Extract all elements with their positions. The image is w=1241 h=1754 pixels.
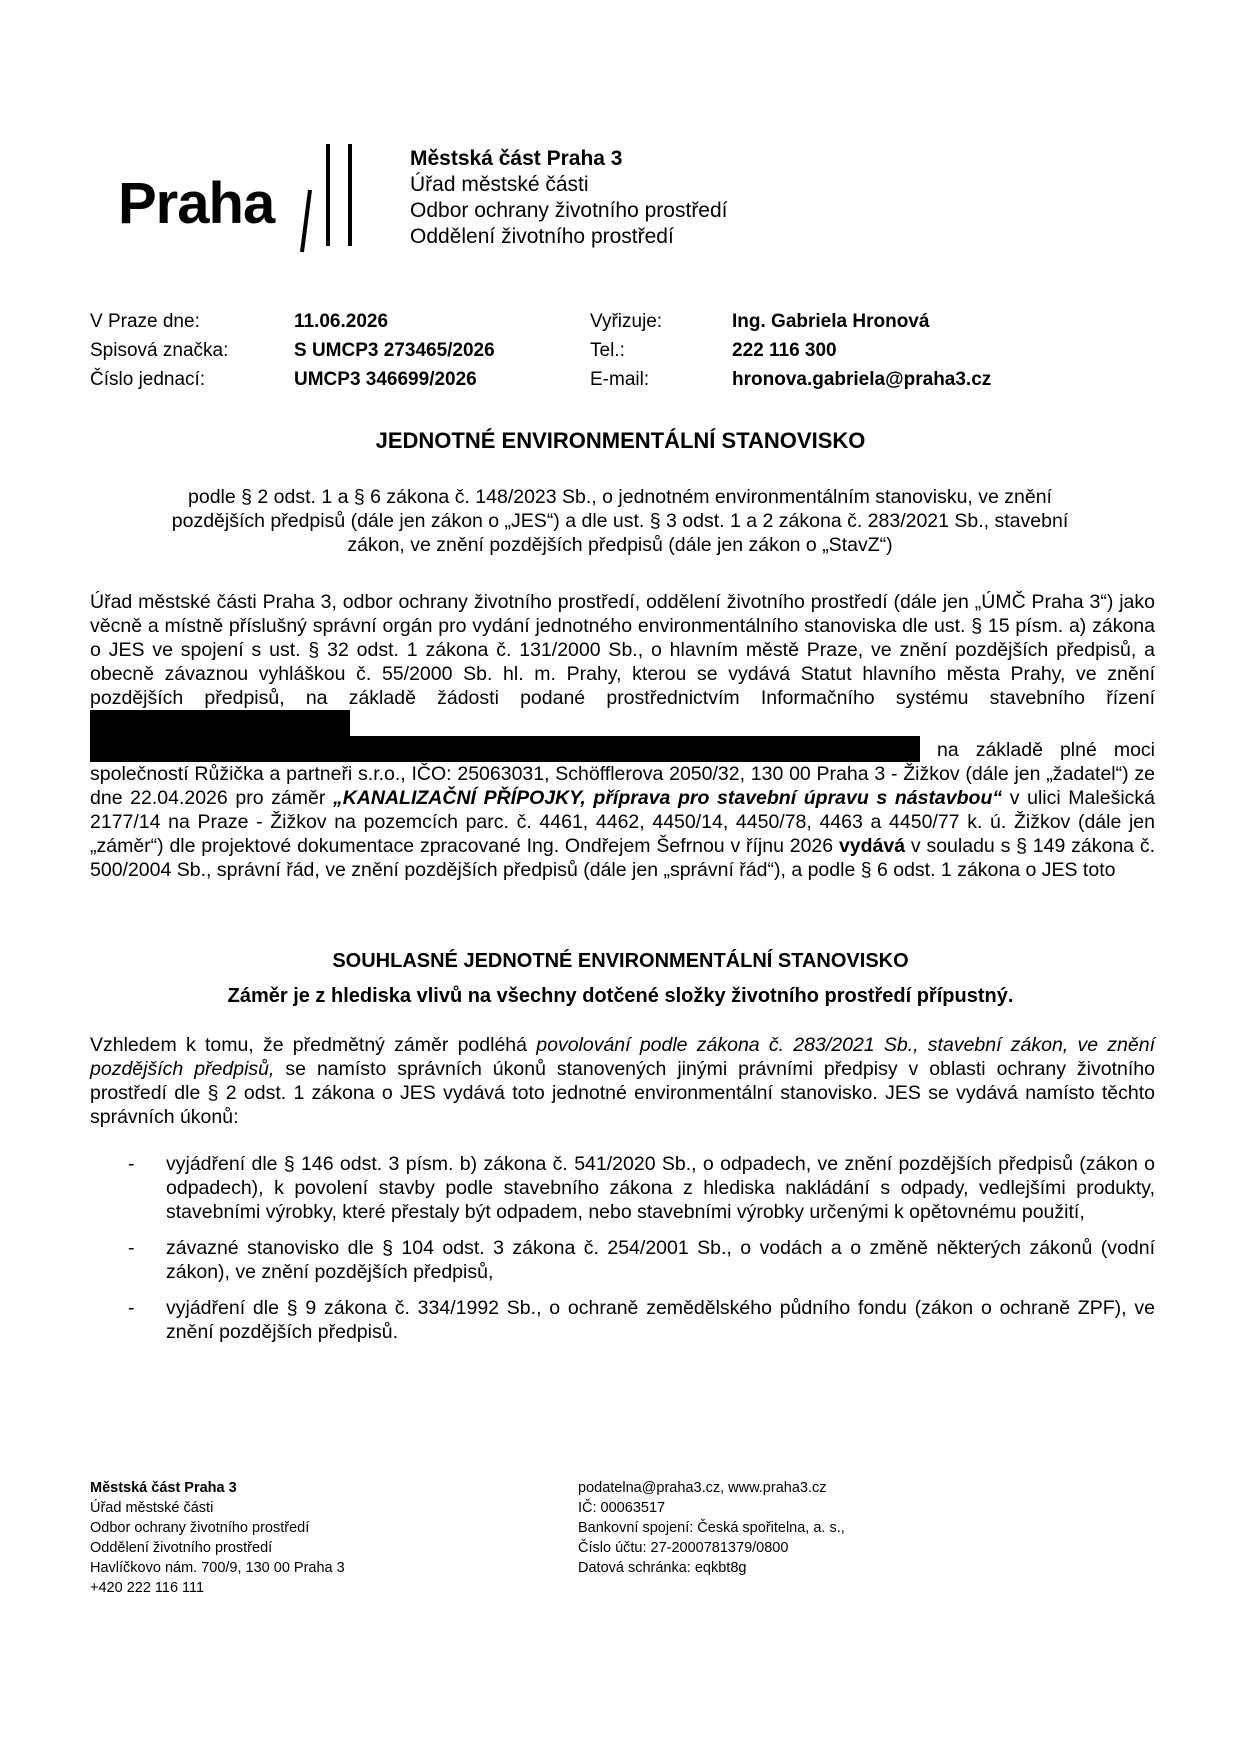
org-name-block — [410, 146, 728, 250]
footer-line: Úřad městské části — [90, 1500, 214, 1516]
footer-line: Havlíčkovo nám. 700/9, 130 00 Praha 3 — [90, 1560, 345, 1576]
list-dash: - — [128, 1237, 135, 1259]
issues-word: vydává — [838, 835, 906, 857]
list-item-text: vyjádření dle § 146 odst. 3 písm. b) zákona č. 541/2020 Sb., o odpadech, ve znění pozdějších předpisů (zákon o odpadech), k povolení stavby podle stavebního zákona z hlediska nakládání s odpady, vedlejšími produkty, stavebními výrobky, které přestaly být odpadem, nebo stavebními výrobky určenými k opětovnému použití, — [166, 1153, 1155, 1223]
list-item — [90, 1236, 1155, 1284]
reason-paragraph — [90, 1033, 1155, 1129]
org-line: Městská část Praha 3 — [410, 147, 623, 170]
decision-title: SOUHLASNÉ JEDNOTNÉ ENVIRONMENTÁLNÍ STANOVISKO — [332, 950, 909, 972]
list-item — [90, 1296, 1155, 1344]
file-mark-label: Spisová značka: — [90, 340, 229, 361]
handler-value: Ing. Gabriela Hronová — [732, 311, 930, 332]
email-label: E-mail: — [590, 369, 650, 390]
footer-line: podatelna@praha3.cz, www.praha3.cz — [578, 1480, 827, 1496]
list-item — [90, 1152, 1155, 1224]
intro-text-2: na základě plné moci společností Růžička a partneři s.r.o., IČO: 25063031, Schöfflerova 2050/32, 130 00 Praha 3 - Žižkov (dále jen „žadatel“) ze dne 22.04.2026 pro záměr — [90, 739, 1155, 809]
acts-list — [90, 1152, 1155, 1356]
phone-value: 222 116 300 — [732, 340, 837, 361]
footer-line: Bankovní spojení: Česká spořitelna, a. s., — [578, 1520, 845, 1536]
redaction-bar — [90, 710, 350, 736]
reference-number-label: Číslo jednací: — [90, 369, 206, 390]
footer-address — [90, 1478, 345, 1598]
meta-left-labels — [90, 307, 228, 394]
footer-line: Číslo účtu: 27-2000781379/0800 — [578, 1540, 789, 1556]
footer-line: IČ: 00063517 — [578, 1500, 666, 1516]
praha-logo-bars-icon — [290, 142, 360, 254]
intro-paragraph — [90, 590, 1155, 882]
reason-italic: povolování podle zákona č. 283/2021 Sb., stavební zákon, ve znění pozdějších předpisů, — [90, 1034, 1156, 1080]
reason-text-2: se namísto správních úkonů stanovených jinými právními předpisy v oblasti ochrany životního prostředí dle § 2 odst. 1 zákona o JES vydává toto jednotné environmentální stanovisko. JES se vydává namísto těchto správních úkonů: — [90, 1058, 1155, 1128]
file-mark-value: S UMCP3 273465/2026 — [294, 340, 495, 361]
org-line: Oddělení životního prostředí — [410, 225, 674, 248]
intro-text-1: Úřad městské části Praha 3, odbor ochrany životního prostředí, oddělení životního prostředí (dále jen „ÚMČ Praha 3“) jako věcně a místně příslušný správní orgán pro vydání jednotného environmentálního stanoviska dle ust. § 15 písm. a) zákona o JES ve spojení s ust. § 32 odst. 1 zákona č. 131/2000 Sb., o hlavním městě Praze, ve znění pozdějších předpisů, a obecně závaznou vyhláškou č. 55/2000 Sb. hl. m. Prahy, kterou se vydává Statut hlavního města Prahy, ve znění pozdějších předpisů, na základě žádosti podané prostřednictvím Informačního systému stavebního řízení — [90, 591, 1155, 709]
meta-right-values — [732, 307, 991, 394]
meta-left-values — [294, 307, 495, 394]
reference-number-value: UMCP3 346699/2026 — [294, 369, 477, 390]
project-name: „KANALIZAČNÍ PŘÍPOJKY, příprava pro stavební úpravu s nástavbou“ — [332, 787, 1003, 809]
email-value: hronova.gabriela@praha3.cz — [732, 369, 992, 390]
org-line: Odbor ochrany životního prostředí — [410, 199, 728, 222]
list-dash: - — [128, 1153, 135, 1175]
logo-text: Praha — [118, 171, 275, 236]
document-title: JEDNOTNÉ ENVIRONMENTÁLNÍ STANOVISKO — [375, 428, 866, 453]
footer-line: Městská část Praha 3 — [90, 1480, 237, 1496]
footer-contacts — [578, 1478, 845, 1578]
handler-label: Vyřizuje: — [590, 311, 663, 332]
list-item-text: vyjádření dle § 9 zákona č. 334/1992 Sb., o ochraně zemědělského půdního fondu (zákon o ochraně ZPF), ve znění pozdějších předpisů. — [166, 1297, 1155, 1343]
decision-subtitle: Záměr je z hlediska vlivů na všechny dotčené složky životního prostředí přípustný. — [227, 985, 1014, 1007]
document-subtitle: podle § 2 odst. 1 a § 6 zákona č. 148/2023 Sb., o jednotném environmentálním stanovisku, ve znění pozdějších předpisů (dále jen zákon o „JES“) a dle ust. § 3 odst. 1 a 2 zákona č. 283/2021 Sb., stavební zákon, ve znění pozdějších předpisů (dále jen zákon o „StavZ“) — [171, 486, 1069, 556]
meta-right-labels — [590, 307, 662, 394]
list-item-text: závazné stanovisko dle § 104 odst. 3 zákona č. 254/2001 Sb., o vodách a o změně některých zákonů (vodní zákon), ve znění pozdějších předpisů, — [166, 1237, 1155, 1283]
intro-text-3: v ulici Malešická 2177/14 na Praze - Žižkov na pozemcích parc. č. 4461, 4462, 4450/14, 4450/78, 4463 a 4450/77 k. ú. Žižkov (dále jen „záměr“) dle projektové dokumentace zpracované Ing. Ondřejem Šefrnou v říjnu 2026 — [90, 787, 1155, 857]
intro-text-4: v souladu s § 149 zákona č. 500/2004 Sb., správní řád, ve znění pozdějších předpisů (dále jen „správní řád“), a podle § 6 odst. 1 zákona o JES toto — [90, 835, 1155, 881]
footer-line: Oddělení životního prostředí — [90, 1540, 273, 1556]
list-dash: - — [128, 1297, 135, 1319]
date-value: 11.06.2026 — [294, 311, 389, 332]
footer-line: Datová schránka: eqkbt8g — [578, 1560, 747, 1576]
reason-text-1: Vzhledem k tomu, že předmětný záměr podléhá — [90, 1034, 527, 1056]
footer-line: Odbor ochrany životního prostředí — [90, 1520, 310, 1536]
date-label: V Praze dne: — [90, 311, 200, 332]
redaction-bar — [90, 736, 920, 762]
footer-line: +420 222 116 111 — [90, 1580, 205, 1596]
org-line: Úřad městské části — [410, 173, 589, 196]
phone-label: Tel.: — [590, 340, 625, 361]
